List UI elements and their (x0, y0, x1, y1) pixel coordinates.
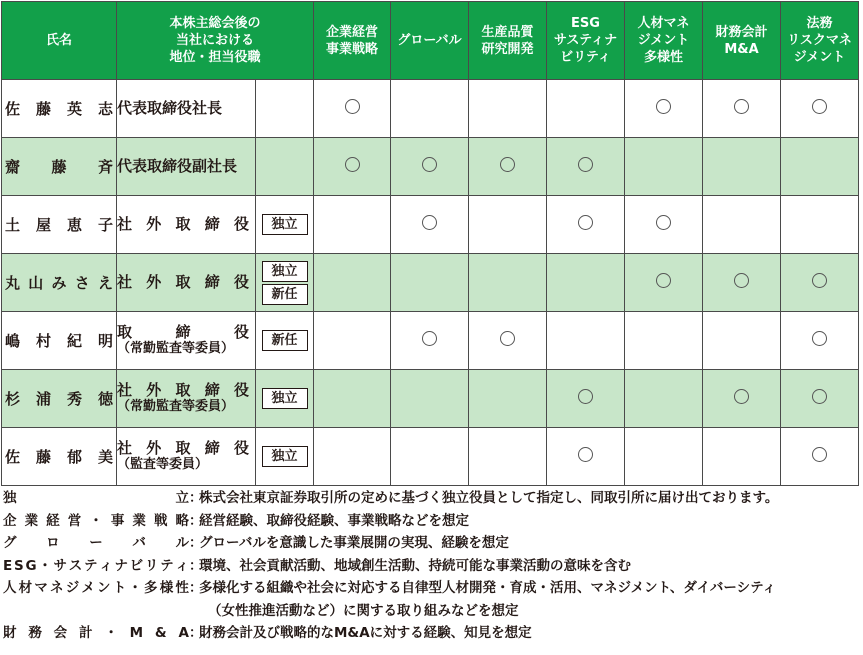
header-name: 氏名 (2, 2, 117, 80)
legend-term: 独 立 (3, 490, 189, 506)
position-committee: （常勤監査等委員） (117, 399, 235, 414)
legend-description: 環境、社会貢献活動、地域創生活動、持続可能な事業活動の意味を含む (199, 557, 631, 574)
legend-colon: ： (189, 580, 203, 596)
director-name-text: 佐 藤 郁 美 (5, 448, 113, 466)
director-name-text: 佐 藤 英 志 (5, 100, 113, 118)
position-title: 社 外 取 締 役 (117, 439, 249, 457)
skill-cell (703, 80, 781, 138)
skill-check-circle-icon (422, 331, 437, 346)
status-badge: 独立 (262, 214, 308, 235)
legend-item (3, 622, 778, 645)
legend-colon: ： (189, 535, 203, 551)
director-name (2, 254, 117, 312)
skill-cell (314, 370, 391, 428)
skill-cell (469, 312, 547, 370)
director-row (2, 312, 859, 370)
status-badge: 独立 (262, 261, 308, 282)
director-name (2, 138, 117, 196)
director-row (2, 80, 859, 138)
skill-check-circle-icon (656, 215, 671, 230)
position-title: 取 締 役 (117, 323, 249, 341)
skill-check-circle-icon (656, 99, 671, 114)
legend-item (3, 487, 778, 510)
skill-cell (391, 138, 469, 196)
status-badge: 独立 (262, 446, 308, 467)
director-name (2, 196, 117, 254)
legend-colon: ： (189, 512, 203, 529)
director-row (2, 370, 859, 428)
position-title: 社 外 取 締 役 (117, 273, 249, 291)
skill-cell (625, 80, 703, 138)
skill-check-circle-icon (422, 157, 437, 172)
header-row (2, 2, 859, 80)
skill-cell (314, 254, 391, 312)
skill-check-circle-icon (422, 215, 437, 230)
director-tags (256, 80, 314, 138)
skill-check-circle-icon (578, 389, 593, 404)
skill-cell (703, 254, 781, 312)
skill-check-circle-icon (578, 157, 593, 172)
skill-cell (703, 370, 781, 428)
position-committee: （常勤監査等委員） (117, 341, 235, 356)
skill-check-circle-icon (812, 273, 827, 288)
skill-cell (391, 80, 469, 138)
director-tags (256, 370, 314, 428)
legend-item (3, 577, 778, 600)
legend-term: 人 材 マ ネ ジ メ ン ト ・ 多 様 性 (3, 580, 189, 596)
skill-check-circle-icon (734, 389, 749, 404)
skill-check-circle-icon (812, 99, 827, 114)
skill-cell (391, 370, 469, 428)
skill-cell (547, 312, 625, 370)
director-name-text: 杉 浦 秀 徳 (5, 390, 113, 408)
skill-cell (547, 196, 625, 254)
skill-cell (625, 254, 703, 312)
skill-cell (781, 138, 859, 196)
header-skill: 生産品質 研究開発 (469, 2, 547, 80)
legend-term: E S G ・ サ ス テ ィ ナ ビ リ テ ィ (3, 557, 189, 574)
skill-cell (547, 370, 625, 428)
status-badge: 独立 (262, 388, 308, 409)
skill-check-circle-icon (345, 157, 360, 172)
skill-check-circle-icon (345, 99, 360, 114)
skill-cell (469, 370, 547, 428)
skill-cell (547, 80, 625, 138)
legend-description: グローバルを意識した事業展開の実現、経験を想定 (199, 535, 509, 551)
legend-description: 株式会社東京証券取引所の定めに基づく独立役員として指定し、同取引所に届け出ております。 (199, 490, 779, 506)
director-tags (256, 196, 314, 254)
skill-cell (314, 428, 391, 486)
skill-cell (314, 80, 391, 138)
skill-cell (781, 254, 859, 312)
skill-check-circle-icon (812, 389, 827, 404)
skill-check-circle-icon (656, 273, 671, 288)
skill-cell (469, 80, 547, 138)
director-row (2, 428, 859, 486)
header-skill: 法務 リスクマネ ジメント (781, 2, 859, 80)
skill-cell (391, 428, 469, 486)
skill-cell (391, 312, 469, 370)
director-name (2, 80, 117, 138)
skill-cell (625, 428, 703, 486)
skill-check-circle-icon (812, 331, 827, 346)
director-position (117, 254, 256, 312)
position-committee: （監査等委員） (117, 457, 209, 472)
legend-description-cont: （女性推進活動など）に関する取り組みなどを想定 (208, 602, 519, 619)
skill-cell (781, 80, 859, 138)
legend-colon: ： (189, 490, 203, 506)
director-name-text: 嶋 村 紀 明 (5, 332, 113, 350)
legend-colon: ： (189, 625, 203, 641)
skill-cell (391, 254, 469, 312)
header-skill: ESG サスティナ ビリティ (547, 2, 625, 80)
legend-description: 経営経験、取締役経験、事業戦略などを想定 (199, 512, 469, 529)
legend-term: 財 務 会 計 ・ M & A (3, 625, 189, 641)
skill-check-circle-icon (734, 99, 749, 114)
skill-cell (781, 370, 859, 428)
skill-cell (625, 370, 703, 428)
skill-cell (469, 138, 547, 196)
skill-cell (547, 138, 625, 196)
skill-check-circle-icon (500, 157, 515, 172)
director-tags (256, 254, 314, 312)
skill-cell (469, 196, 547, 254)
skill-cell (469, 428, 547, 486)
director-row (2, 138, 859, 196)
skill-check-circle-icon (812, 447, 827, 462)
legend-description: 多様化する組織や社会に対応する自律型人材開発・育成・活用、マネジメント、ダイバーシティ (199, 580, 776, 596)
position-title: 社 外 取 締 役 (117, 215, 249, 233)
skill-check-circle-icon (578, 215, 593, 230)
position-title: 代表取締役社長 (117, 99, 223, 117)
skill-cell (781, 312, 859, 370)
skill-cell (314, 312, 391, 370)
skill-cell (469, 254, 547, 312)
skill-cell (703, 196, 781, 254)
director-position (117, 196, 256, 254)
skill-cell (547, 428, 625, 486)
header-skill: 財務会計 M&A (703, 2, 781, 80)
legend-item (3, 555, 778, 578)
skill-check-circle-icon (734, 273, 749, 288)
header-skill: グローバル (391, 2, 469, 80)
director-position (117, 80, 256, 138)
skill-cell (703, 428, 781, 486)
director-name (2, 428, 117, 486)
skill-cell (781, 428, 859, 486)
skill-cell (781, 196, 859, 254)
skills-matrix-table (1, 1, 859, 486)
legend-description: 財務会計及び戦略的なM&Aに対する経験、知見を想定 (199, 625, 532, 641)
director-position (117, 428, 256, 486)
skill-cell (703, 312, 781, 370)
director-tags (256, 312, 314, 370)
legend-item (3, 532, 778, 555)
skill-cell (625, 138, 703, 196)
director-name (2, 370, 117, 428)
skill-check-circle-icon (578, 447, 593, 462)
skill-check-circle-icon (500, 331, 515, 346)
director-name-text: 丸 山 み さ え (5, 274, 113, 292)
status-badge: 新任 (262, 330, 308, 351)
skill-cell (314, 138, 391, 196)
header-position: 本株主総会後の 当社における 地位・担当役職 (117, 2, 314, 80)
legend-term: グ ロ ー バ ル (3, 535, 189, 551)
director-tags (256, 138, 314, 196)
director-name (2, 312, 117, 370)
director-tags (256, 428, 314, 486)
legend-term: 企 業 経 営 ・ 事 業 戦 略 (3, 512, 189, 529)
position-title: 社 外 取 締 役 (117, 381, 249, 399)
header-skill: 人材マネ ジメント 多様性 (625, 2, 703, 80)
skill-cell (547, 254, 625, 312)
status-badge: 新任 (262, 284, 308, 305)
position-title: 代表取締役副社長 (117, 157, 238, 175)
legend-item (3, 510, 778, 533)
director-name-text: 土 屋 恵 子 (5, 216, 113, 234)
skill-cell (625, 196, 703, 254)
director-position (117, 312, 256, 370)
skill-cell (625, 312, 703, 370)
legend (3, 487, 778, 645)
skill-cell (703, 138, 781, 196)
header-skill: 企業経営 事業戦略 (314, 2, 391, 80)
skill-cell (391, 196, 469, 254)
legend-colon: ： (189, 557, 203, 574)
director-name-text: 齋 藤 斉 (5, 158, 113, 176)
director-position (117, 138, 256, 196)
director-row (2, 196, 859, 254)
director-position (117, 370, 256, 428)
skill-cell (314, 196, 391, 254)
director-row (2, 254, 859, 312)
